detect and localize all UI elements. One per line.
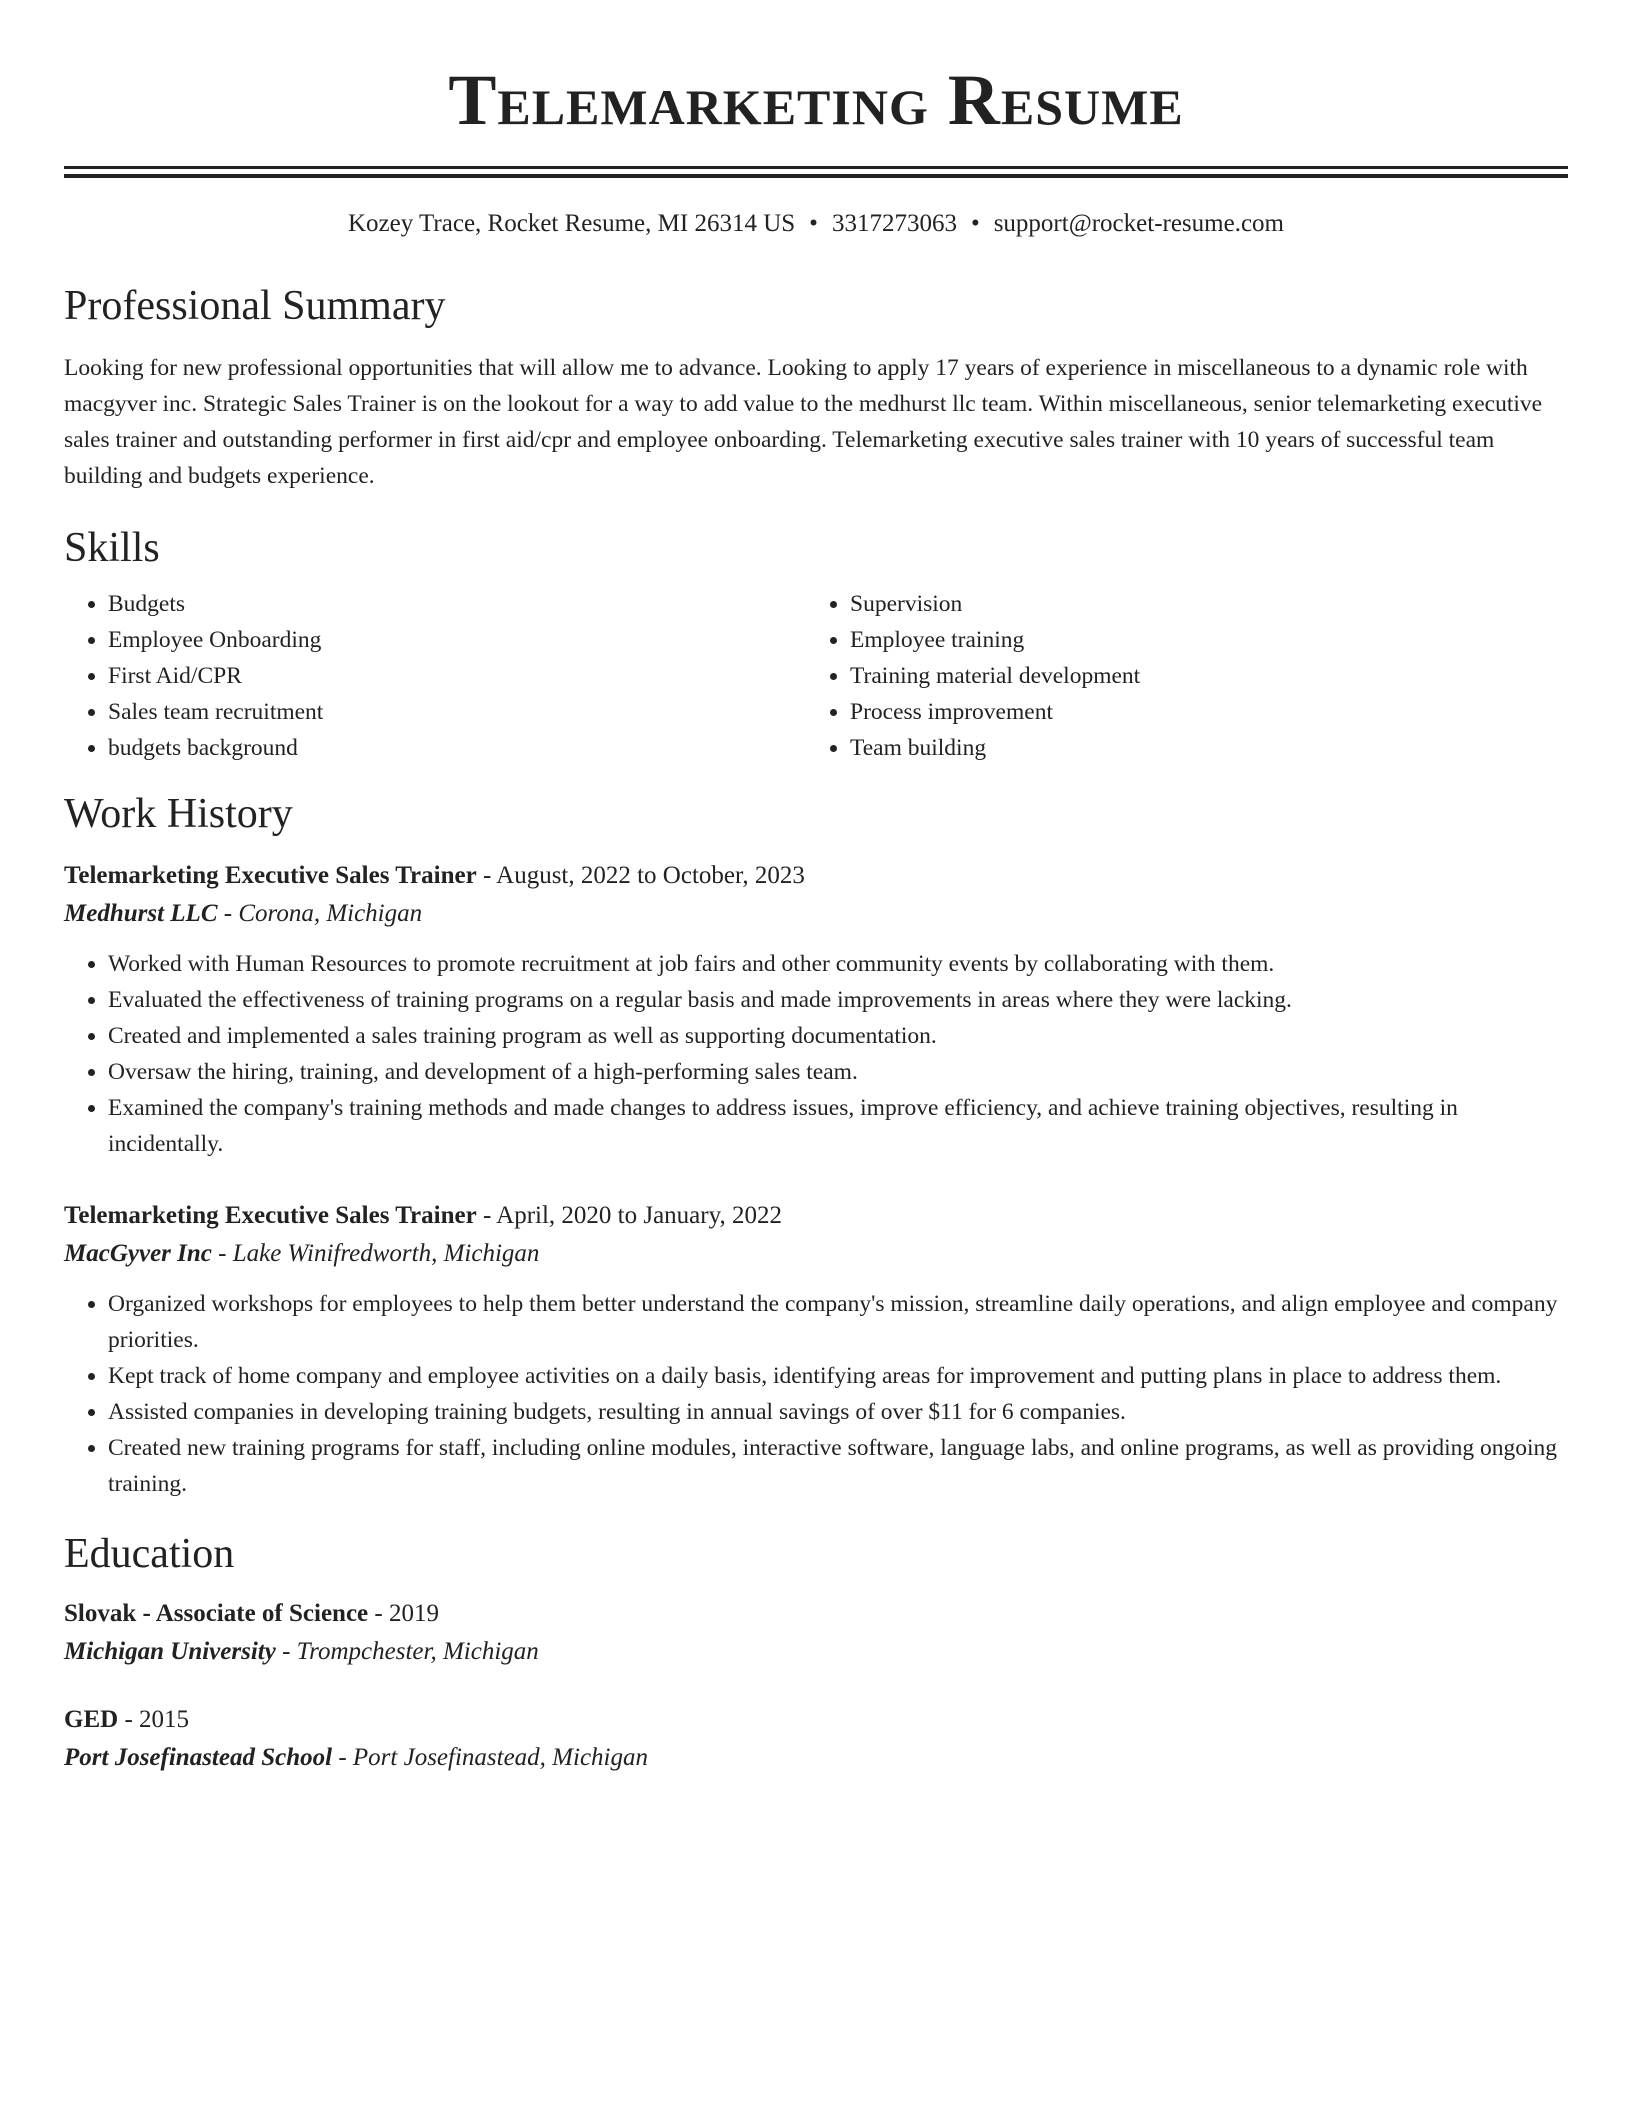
education-school-line bbox=[64, 1738, 1568, 1778]
job-dates: - April, 2020 to January, 2022 bbox=[476, 1202, 782, 1229]
education-location: - Trompchester, Michigan bbox=[275, 1638, 539, 1665]
education-header bbox=[64, 1702, 1568, 1738]
job-company: Medhurst LLC bbox=[64, 900, 218, 927]
job-company: MacGyver Inc bbox=[64, 1240, 212, 1267]
contact-line bbox=[64, 208, 1568, 240]
job-entry bbox=[64, 1198, 1568, 1502]
job-entry bbox=[64, 858, 1568, 1162]
job-location: - Corona, Michigan bbox=[217, 900, 423, 927]
skill-item: • Sales team recruitment bbox=[108, 694, 806, 730]
education-header bbox=[64, 1596, 1568, 1632]
education-location: - Port Josefinastead, Michigan bbox=[332, 1744, 648, 1771]
contact-separator: • bbox=[970, 210, 980, 237]
summary-heading: Professional Summary bbox=[64, 283, 446, 329]
job-bullet: • Assisted companies in developing training budgets, resulting in annual savings of over $11 for 6 companies. bbox=[108, 1394, 1568, 1430]
skills-column-right bbox=[806, 586, 1568, 766]
skills-list bbox=[64, 586, 1568, 766]
skill-item: • Training material development bbox=[850, 658, 1568, 694]
skills-column-left bbox=[64, 586, 806, 766]
job-bullet: • Kept track of home company and employee activities on a daily basis, identifying areas for improvement and putting plans in place to address them. bbox=[108, 1358, 1568, 1394]
work-history-heading: Work History bbox=[64, 791, 293, 837]
education-degree: GED bbox=[64, 1706, 119, 1733]
job-bullet: • Organized workshops for employees to help them better understand the company's mission, streamline daily operations, and align employee and company priorities. bbox=[108, 1286, 1568, 1358]
job-company-line bbox=[64, 894, 1568, 934]
job-location: - Lake Winifredworth, Michigan bbox=[211, 1240, 540, 1267]
skill-item: • Supervision bbox=[850, 586, 1568, 622]
summary-text: Looking for new professional opportunities that will allow me to advance. Looking to apply 17 years of experience in miscellaneous to a dynamic role with macgyver inc. Strategic Sales Trainer is on the lookout for a way to add value to the medhurst llc team. Within miscellaneous, senior telemarketing executive sales trainer and outstanding performer in first aid/cpr and employee onboarding. Telemarketing executive sales trainer with 10 years of successful team building and budgets experience. bbox=[64, 355, 1543, 489]
contact-phone: 3317273063 bbox=[831, 210, 957, 237]
education-year: - 2015 bbox=[118, 1706, 190, 1733]
job-bullets bbox=[64, 1286, 1568, 1502]
job-title: Telemarketing Executive Sales Trainer bbox=[64, 862, 477, 889]
skill-item: • Team building bbox=[850, 730, 1568, 766]
job-bullet: • Created new training programs for staff, including online modules, interactive software, language labs, and online programs, as well as providing ongoing training. bbox=[108, 1430, 1568, 1502]
job-bullet: • Oversaw the hiring, training, and development of a high-performing sales team. bbox=[108, 1054, 1568, 1090]
job-bullet: • Worked with Human Resources to promote recruitment at job fairs and other community events by collaborating with them. bbox=[108, 946, 1568, 982]
job-dates: - August, 2022 to October, 2023 bbox=[476, 862, 805, 889]
resume-page bbox=[64, 0, 1568, 1778]
job-header bbox=[64, 858, 1568, 894]
skill-item: • Employee Onboarding bbox=[108, 622, 806, 658]
skills-heading: Skills bbox=[64, 525, 160, 571]
education-school-line bbox=[64, 1632, 1568, 1672]
skill-item: • budgets background bbox=[108, 730, 806, 766]
education-heading: Education bbox=[64, 1531, 235, 1577]
contact-address: Kozey Trace, Rocket Resume, MI 26314 US bbox=[348, 210, 796, 237]
job-title: Telemarketing Executive Sales Trainer bbox=[64, 1202, 477, 1229]
job-bullet: • Created and implemented a sales training program as well as supporting documentation. bbox=[108, 1018, 1568, 1054]
skill-item: • Budgets bbox=[108, 586, 806, 622]
education-degree: Slovak - Associate of Science bbox=[64, 1600, 369, 1627]
contact-email: support@rocket-resume.com bbox=[993, 210, 1284, 237]
job-company-line bbox=[64, 1234, 1568, 1274]
job-bullets bbox=[64, 946, 1568, 1162]
page-title: Telemarketing Resume bbox=[448, 60, 1184, 140]
job-bullet: • Evaluated the effectiveness of training programs on a regular basis and made improvements in areas where they were lacking. bbox=[108, 982, 1568, 1018]
education-entry bbox=[64, 1596, 1568, 1672]
education-school: Port Josefinastead School bbox=[64, 1744, 333, 1771]
skill-item: • Employee training bbox=[850, 622, 1568, 658]
contact-separator: • bbox=[809, 210, 818, 237]
job-bullet: • Examined the company's training methods and made changes to address issues, improve efficiency, and achieve training objectives, resulting in incidentally. bbox=[108, 1090, 1568, 1162]
job-header bbox=[64, 1198, 1568, 1234]
education-year: - 2019 bbox=[368, 1600, 439, 1627]
education-school: Michigan University bbox=[64, 1638, 276, 1665]
education-entry bbox=[64, 1702, 1568, 1778]
skill-item: • Process improvement bbox=[850, 694, 1568, 730]
title-divider bbox=[64, 166, 1568, 178]
skill-item: • First Aid/CPR bbox=[108, 658, 806, 694]
